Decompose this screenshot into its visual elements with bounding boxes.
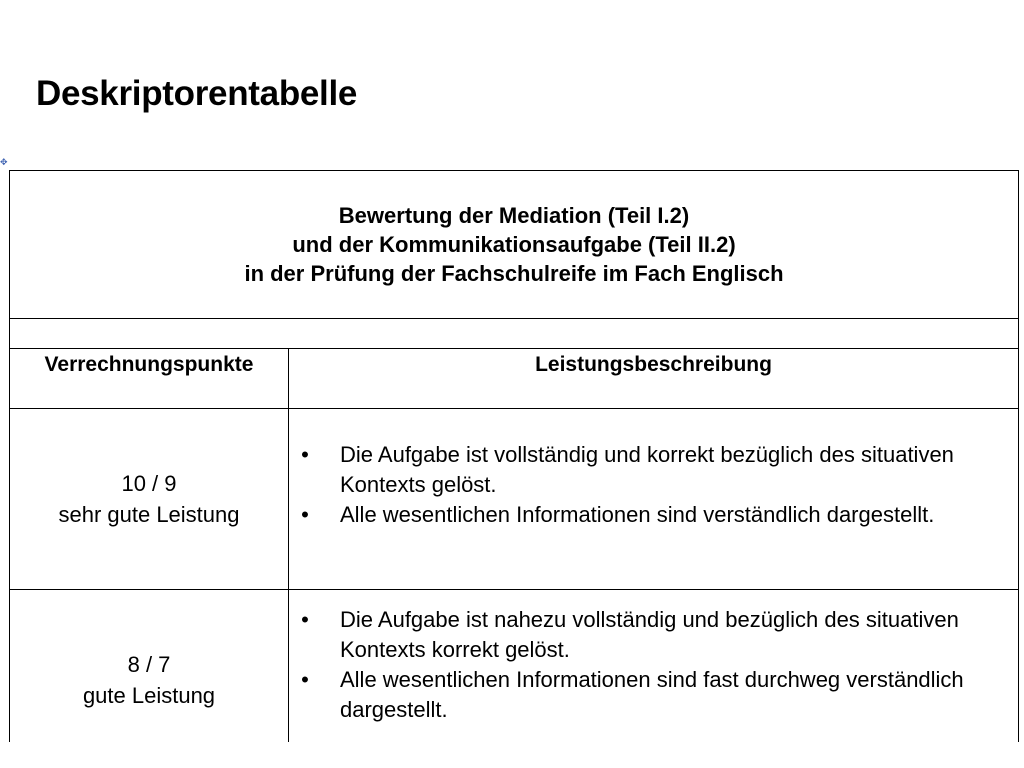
description-cell <box>289 409 1019 590</box>
table-banner-row <box>10 171 1019 319</box>
banner-line-3: in der Prüfung der Fachschulreife im Fach Englisch <box>244 261 784 286</box>
table-move-handle-icon[interactable]: ✥ <box>0 158 8 168</box>
bullet-icon: • <box>301 667 309 692</box>
page-title: Deskriptorentabelle <box>36 74 358 113</box>
score-value: 10 / 9 <box>121 471 177 496</box>
banner-line-2: und der Kommunikationsaufgabe (Teil II.2) <box>292 232 736 257</box>
list-item-text: Die Aufgabe ist vollständig und korrekt bezüglich des situativen Kontexts gelöst. <box>340 442 954 497</box>
column-header-points-label: Verrechnungspunkte <box>44 353 254 376</box>
grade-label: sehr gute Leistung <box>58 502 240 527</box>
column-header-description <box>289 349 1019 409</box>
list-item-text: Die Aufgabe ist nahezu vollständig und bezüglich des situativen Kontexts korrekt gelöst. <box>340 607 959 662</box>
description-list <box>289 590 1018 725</box>
table-row <box>10 590 1019 743</box>
table-header-row <box>10 349 1019 409</box>
list-item <box>289 440 1018 500</box>
column-header-description-label: Leistungsbeschreibung <box>535 353 772 376</box>
column-header-points <box>10 349 289 409</box>
list-item <box>289 500 1018 530</box>
descriptor-table <box>9 170 1019 742</box>
bullet-icon: • <box>301 607 309 632</box>
list-item <box>289 605 1018 665</box>
bullet-icon: • <box>301 502 309 527</box>
description-list <box>289 409 1018 530</box>
bullet-icon: • <box>301 442 309 467</box>
score-value: 8 / 7 <box>127 652 171 677</box>
table-banner <box>10 171 1019 319</box>
list-item-text: Alle wesentlichen Informationen sind verständlich dargestellt. <box>340 502 935 527</box>
description-cell <box>289 590 1019 743</box>
list-item-text: Alle wesentlichen Informationen sind fast durchweg verständlich dargestellt. <box>340 667 964 722</box>
grade-label: gute Leistung <box>82 683 216 708</box>
table-spacer-row <box>10 319 1019 349</box>
list-item <box>289 665 1018 725</box>
table-spacer-cell <box>10 319 1019 349</box>
score-cell <box>10 590 289 743</box>
score-cell <box>10 409 289 590</box>
table-row <box>10 409 1019 590</box>
banner-line-1: Bewertung der Mediation (Teil I.2) <box>338 203 690 228</box>
